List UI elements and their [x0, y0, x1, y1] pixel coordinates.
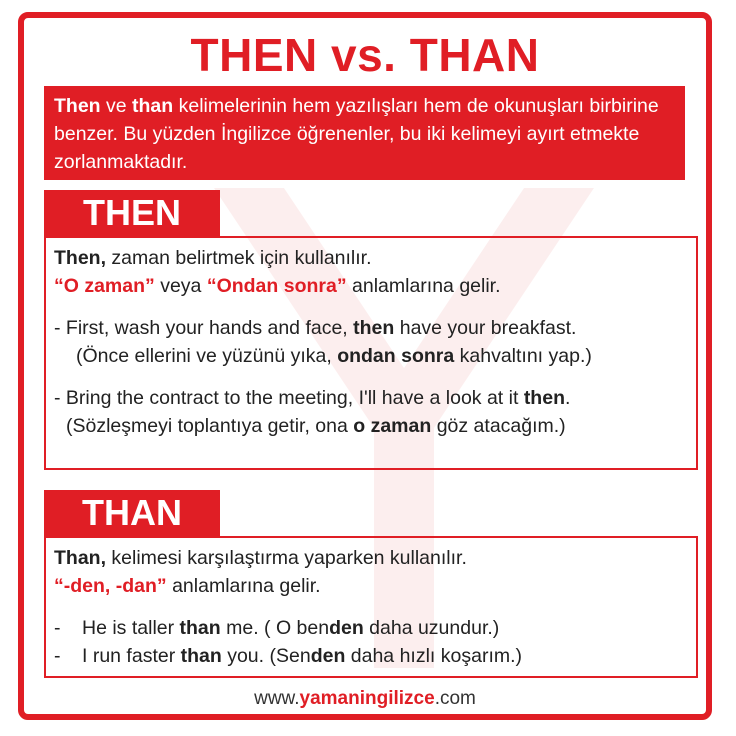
- then-meaning-2: “Ondan sonra”: [206, 275, 347, 297]
- then-definition: [54, 244, 688, 272]
- then-def-word: Then,: [54, 247, 106, 269]
- than-definition: [54, 544, 688, 572]
- then-example-2: [54, 384, 688, 412]
- intro-word-then: Then: [54, 95, 101, 117]
- than-tab-label: THAN: [44, 490, 220, 536]
- then-example-1: [54, 314, 688, 342]
- than-ex2-text-c: you. (Sen: [221, 645, 311, 667]
- than-ex1-keyword: than: [179, 617, 221, 639]
- then-ex1-tr-a: (Önce ellerini ve yüzünü yıka,: [76, 345, 338, 367]
- than-ex1-text-c: me. ( O ben: [220, 617, 330, 639]
- than-ex2-text-a: I run faster: [82, 645, 181, 667]
- then-ex1-tr-c: kahvaltını yap.): [454, 345, 592, 367]
- than-meaning-suffix: “-den, -dan”: [54, 575, 167, 597]
- then-def-text: zaman belirtmek için kullanılır.: [106, 247, 372, 269]
- then-meaning-1: “O zaman”: [54, 275, 155, 297]
- then-ex1-tr-keyword: ondan sonra: [337, 345, 455, 367]
- then-tab-label: THEN: [44, 190, 220, 236]
- intro-text-2: kelimelerinin hem yazılışları hem de okunuşları birbirine benzer. Bu yüzden İngilizce öğrenenler, bu iki kelimeyi ayırt etmekte zorlanmaktadır.: [54, 95, 659, 173]
- than-meaning-end: anlamlarına gelir.: [166, 575, 321, 597]
- footer-brand: yamaningilizce: [299, 688, 435, 709]
- than-example-1: [54, 614, 688, 642]
- then-example-2-translation: [54, 412, 688, 440]
- than-ex2-dash: -: [54, 645, 61, 667]
- footer-prefix: www.: [254, 688, 300, 709]
- than-ex1-text-a: He is taller: [82, 617, 180, 639]
- then-ex1-text-a: - First, wash your hands and face,: [54, 317, 354, 339]
- then-explanation-box: [44, 236, 698, 470]
- then-meaning-mid: veya: [154, 275, 207, 297]
- than-def-text: kelimesi karşılaştırma yaparken kullanılır.: [106, 547, 467, 569]
- then-ex2-tr-keyword: o zaman: [353, 415, 432, 437]
- then-ex2-tr-c: göz atacağım.): [431, 415, 566, 437]
- then-meaning: [54, 272, 688, 300]
- than-ex2-text-e: daha hızlı koşarım.): [345, 645, 523, 667]
- than-example-2: [54, 642, 688, 670]
- then-ex2-tr-a: (Sözleşmeyi toplantıya getir, ona: [66, 415, 354, 437]
- than-ex2-keyword: than: [180, 645, 222, 667]
- then-meaning-end: anlamlarına gelir.: [346, 275, 501, 297]
- than-ex2-suffix: den: [310, 645, 346, 667]
- card-frame: [18, 12, 712, 720]
- then-ex1-keyword: then: [353, 317, 395, 339]
- then-example-1-translation: [54, 342, 688, 370]
- than-ex1-text-e: daha uzundur.): [363, 617, 500, 639]
- then-ex2-keyword: then: [523, 387, 565, 409]
- than-ex1-dash: -: [54, 617, 61, 639]
- than-meaning: [54, 572, 688, 600]
- intro-text-1: ve: [100, 95, 133, 117]
- than-def-word: Than,: [54, 547, 106, 569]
- then-ex2-text-c: .: [564, 387, 571, 409]
- than-explanation-box: [44, 536, 698, 678]
- intro-banner: [44, 86, 685, 180]
- footer-suffix: .com: [434, 688, 476, 709]
- then-ex1-text-c: have your breakfast.: [394, 317, 577, 339]
- website-link[interactable]: [24, 688, 706, 710]
- page-title: THEN vs. THAN: [190, 29, 540, 81]
- then-ex2-text-a: - Bring the contract to the meeting, I'll have a look at it: [54, 387, 524, 409]
- intro-word-than: than: [132, 95, 174, 117]
- than-ex1-suffix: den: [329, 617, 364, 639]
